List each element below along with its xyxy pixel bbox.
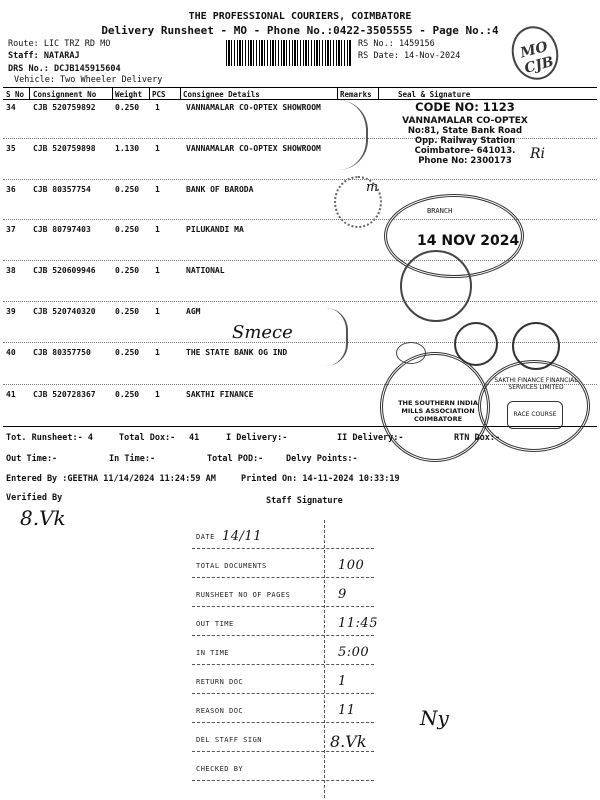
- total-dox-label: Total Dox:-: [119, 433, 176, 443]
- row-consignment: CJB 520609946: [33, 266, 96, 275]
- row-consignment: CJB 80357754: [33, 185, 91, 194]
- row-pcs: 1: [155, 390, 160, 399]
- runsheet-title: Delivery Runsheet - MO - Phone No.:0422-3505555 - Page No.:4: [101, 24, 499, 37]
- row-sno: 35: [6, 144, 16, 153]
- verified-signature: 8.Vk: [20, 506, 66, 530]
- col-sno: S No: [6, 90, 25, 99]
- col-weight: Weight: [115, 90, 143, 99]
- rs-date-label: RS Date: 14-Nov-2024: [358, 51, 461, 61]
- association-text: THE SOUTHERN INDIA MILLS ASSOCIATION COIMBATORE: [398, 399, 478, 423]
- bank-stamp: [334, 176, 382, 228]
- staff-signature: Ny: [420, 706, 449, 730]
- vehicle-label: Vehicle: Two Wheeler Delivery: [14, 75, 163, 85]
- row-sno: 34: [6, 103, 16, 112]
- slip-value: 9: [338, 587, 347, 602]
- row-sno: 38: [6, 266, 16, 275]
- race-course-box: RACE COURSE: [507, 401, 563, 429]
- handover-slip: [192, 520, 378, 798]
- row-consignee: NATIONAL: [186, 266, 225, 275]
- table-row: [3, 304, 597, 345]
- barcode: [226, 40, 352, 66]
- total-pod: Total POD:-: [207, 454, 264, 464]
- corner-stamp: MO CJB: [506, 21, 564, 85]
- slip-row: [192, 700, 374, 723]
- out-time: Out Time:-: [6, 454, 58, 464]
- entered-by: Entered By :GEETHA 11/14/2024 11:24:59 AM: [6, 474, 216, 484]
- row-weight: 0.250: [115, 185, 140, 194]
- row-sno: 41: [6, 390, 16, 399]
- slip-row: [192, 613, 378, 636]
- addr-3: Coimbatore- 641013.: [414, 146, 516, 156]
- slip-label: RETURN DOC: [196, 678, 244, 686]
- slip-row: [192, 584, 374, 607]
- sakthi-text: SAKTHI FINANCE FINANCIAL SERVICES LIMITED: [494, 377, 578, 391]
- col-consignee: Consignee Details: [183, 90, 260, 99]
- row-pcs: 1: [155, 144, 160, 153]
- row-consignment: CJB 80797403: [33, 225, 91, 234]
- slip-value: 5:00: [338, 645, 370, 660]
- slip-row: [192, 671, 374, 694]
- signature-row36: m: [366, 180, 379, 195]
- slip-row: [192, 526, 374, 549]
- printed-on: Printed On: 14-11-2024 10:33:19: [241, 474, 400, 484]
- association-stamp: [380, 352, 490, 462]
- slip-value: 11:45: [338, 616, 378, 631]
- slip-row: [192, 758, 374, 781]
- date-stamp-text: 14 NOV 2024: [417, 233, 520, 249]
- row-weight: 1.130: [115, 144, 140, 153]
- in-time: In Time:-: [109, 454, 156, 464]
- col-consignment: Consignment No: [33, 90, 97, 99]
- slip-label: DATE: [196, 533, 215, 541]
- verified-by: Verified By: [6, 493, 63, 503]
- slip-label: RUNSHEET NO OF PAGES: [196, 591, 291, 599]
- checked-signature: 8.Vk: [330, 732, 367, 751]
- row-pcs: 1: [155, 266, 160, 275]
- row-weight: 0.250: [115, 103, 140, 112]
- row-pcs: 1: [155, 307, 160, 316]
- round-seal: [400, 250, 472, 322]
- company-title: THE PROFESSIONAL COURIERS, COIMBATORE: [188, 11, 412, 22]
- coopetx-stamp: [380, 100, 550, 166]
- row-sno: 39: [6, 307, 16, 316]
- route-label: Route: LIC TRZ RD MO: [8, 39, 111, 49]
- col-remarks: Remarks: [340, 90, 372, 99]
- row-consignment: CJB 520728367: [33, 390, 96, 399]
- slip-value: 100: [338, 558, 365, 573]
- row-separator: [3, 301, 597, 302]
- row-weight: 0.250: [115, 390, 140, 399]
- slip-label: OUT TIME: [196, 620, 234, 628]
- row-weight: 0.250: [115, 225, 140, 234]
- rtn-dox: RTN Dox:-: [454, 433, 501, 443]
- phone: Phone No: 2300173: [418, 156, 512, 166]
- row-pcs: 1: [155, 225, 160, 234]
- slip-value: 11: [338, 703, 356, 718]
- slip-label: DEL STAFF SIGN: [196, 736, 263, 744]
- row-consignee: VANNAMALAR CO-OPTEX SHOWROOM: [186, 144, 321, 153]
- slip-label: IN TIME: [196, 649, 230, 657]
- slip-label: TOTAL DOCUMENTS: [196, 562, 267, 570]
- row-consignee: BANK OF BARODA: [186, 185, 254, 194]
- row-consignee: SAKTHI FINANCE: [186, 390, 254, 399]
- row-consignee: AGM: [186, 307, 201, 316]
- row-weight: 0.250: [115, 307, 140, 316]
- row-sno: 36: [6, 185, 16, 194]
- slip-label: REASON DOC: [196, 707, 244, 715]
- i-delivery: I Delivery:-: [226, 433, 288, 443]
- drs-no-label: DRS No.: DCJB145915604: [8, 64, 121, 74]
- table-header: [3, 88, 597, 100]
- addr-1: No:81, State Bank Road: [407, 126, 523, 136]
- staff-signature-label: Staff Signature: [266, 496, 343, 506]
- row-consignment: CJB 520759898: [33, 144, 96, 153]
- store-name: VANNAMALAR CO-OPTEX: [402, 116, 528, 126]
- slip-label: CHECKED BY: [196, 765, 244, 773]
- row-consignment: CJB 520759892: [33, 103, 96, 112]
- row-pcs: 1: [155, 348, 160, 357]
- row-consignee: VANNAMALAR CO-OPTEX SHOWROOM: [186, 103, 321, 112]
- row-consignment: CJB 80357750: [33, 348, 91, 357]
- slip-value: 14/11: [222, 529, 262, 544]
- ii-delivery: II Delivery:-: [337, 433, 404, 443]
- row-weight: 0.250: [115, 266, 140, 275]
- rs-no-label: RS No.: 1459156: [358, 39, 435, 49]
- row-consignment: CJB 520740320: [33, 307, 96, 316]
- slip-value: 1: [338, 674, 347, 689]
- row-weight: 0.250: [115, 348, 140, 357]
- code-no: CODE NO: 1123: [415, 100, 515, 114]
- slip-row: [192, 642, 374, 665]
- col-seal: Seal & Signature: [398, 90, 471, 99]
- bank-text: BRANCH: [427, 207, 453, 215]
- remark-row39: Smece: [232, 322, 293, 343]
- total-dox-value: 41: [189, 433, 200, 443]
- row-consignee: THE STATE BANK OG IND: [186, 348, 288, 357]
- signature-row35: Ri: [530, 146, 546, 162]
- row-sno: 37: [6, 225, 16, 234]
- staff-label: Staff: NATARAJ: [8, 51, 80, 61]
- row-pcs: 1: [155, 103, 160, 112]
- row-consignee: PILUKANDI MA: [186, 225, 244, 234]
- row-sno: 40: [6, 348, 16, 357]
- addr-2: Opp. Railway Station: [414, 136, 516, 146]
- slip-row: [192, 555, 374, 578]
- delvy-points: Delvy Points:-: [286, 454, 358, 464]
- table-row: [3, 263, 597, 304]
- row-separator: [3, 342, 597, 343]
- row-separator: [3, 179, 597, 180]
- row-pcs: 1: [155, 185, 160, 194]
- col-pcs: PCS: [152, 90, 166, 99]
- tot-runsheet: Tot. Runsheet:- 4: [6, 433, 93, 443]
